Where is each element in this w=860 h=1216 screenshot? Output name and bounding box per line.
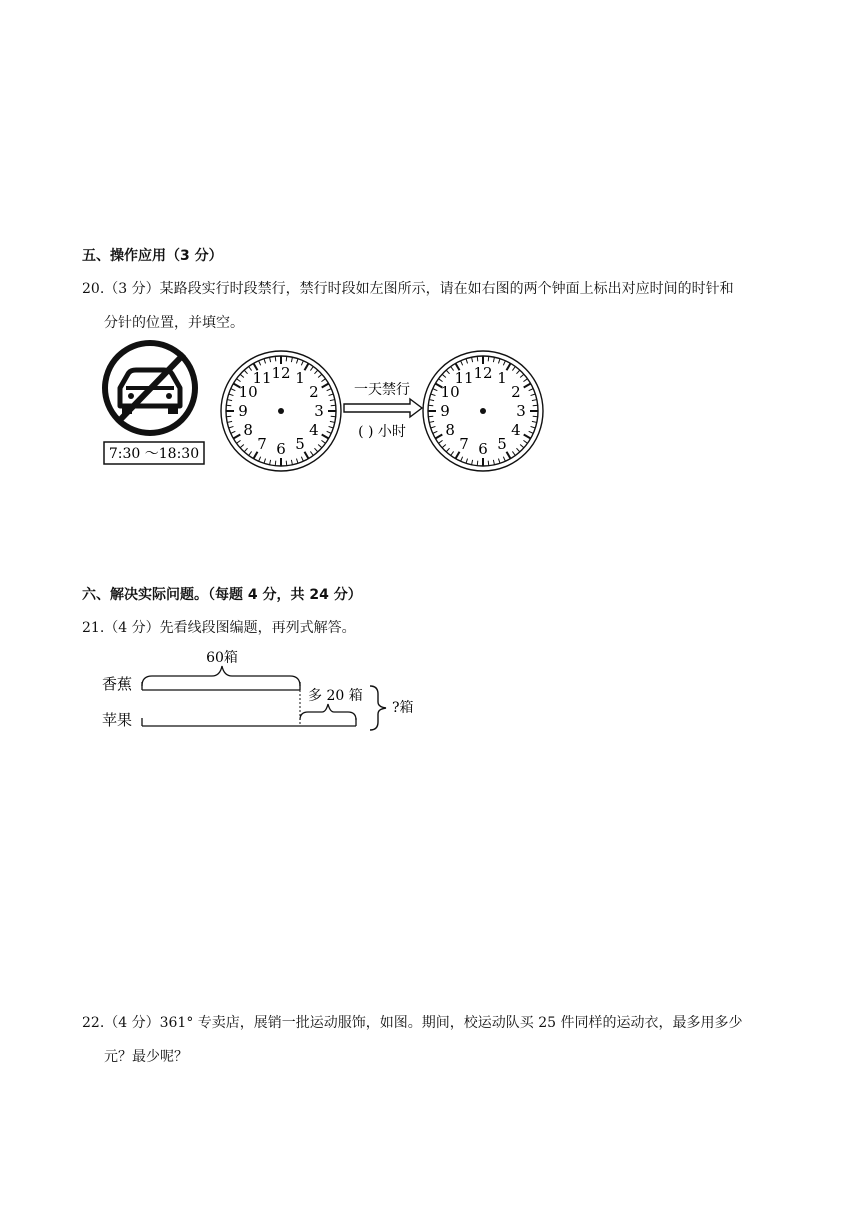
clock-tick (237, 379, 241, 382)
clock-tick (286, 461, 287, 466)
clock-tick (321, 379, 325, 382)
clock-tick (493, 460, 494, 465)
clock-tick (466, 359, 468, 364)
clock-tick (451, 451, 454, 455)
clock-tick (461, 457, 463, 462)
clock-tick (305, 363, 309, 370)
clock-tick (330, 400, 335, 401)
clock-tick (429, 421, 434, 422)
question-22-line-2: 元？最少呢？ (104, 1049, 188, 1065)
section-5-title: 五、操作应用（3 分） (82, 248, 223, 264)
clock-number: 5 (295, 434, 305, 453)
clock-tick (231, 431, 236, 433)
clock-number: 8 (243, 421, 253, 439)
clock-tick (301, 361, 303, 366)
clock-tick (321, 440, 325, 443)
clock-tick (446, 370, 449, 374)
clock-tick (227, 421, 232, 422)
clock-tick (259, 457, 261, 462)
clock-tick (524, 384, 531, 388)
clock-number: 7 (459, 434, 469, 453)
clock-tick (229, 394, 234, 396)
clock-number: 11 (252, 369, 272, 388)
clock-tick (314, 370, 317, 374)
clock-tick (524, 435, 531, 439)
clock-tick (466, 459, 468, 464)
clock-tick (472, 357, 473, 362)
clock-tick (428, 405, 433, 406)
clock-center-dot (480, 408, 486, 414)
clock-number: 6 (276, 440, 286, 458)
clock-tick (301, 457, 303, 462)
clock-tick (439, 440, 443, 443)
question-20-line-2: 分针的位置，并填空。 (104, 315, 244, 331)
clock-tick (327, 389, 332, 391)
total-boxes-label: ?箱 (392, 700, 414, 716)
clock-number: 2 (511, 383, 521, 401)
clock-tick (516, 370, 519, 374)
clock-tick (433, 389, 438, 391)
clock-tick (512, 451, 515, 455)
question-20-figure (96, 336, 556, 476)
clock-number: 4 (511, 421, 521, 439)
clock-tick (529, 389, 534, 391)
sixty-boxes-brace (142, 666, 300, 686)
clock-tick (533, 416, 538, 417)
question-22-line-1: 22.（4 分）361° 专卖店，展销一批运动服饰，如图。期间，校运动队买 25 件同样的运动衣，最多用多少 (82, 1015, 743, 1031)
clock-tick (305, 452, 309, 459)
clock-tick (296, 459, 298, 464)
clock-tick (493, 357, 494, 362)
clock-tick (327, 431, 332, 433)
clock-tick (331, 416, 336, 417)
clock-tick (231, 389, 236, 391)
clock-tick (498, 459, 500, 464)
clock-tick (330, 421, 335, 422)
clock-number: 4 (309, 421, 319, 439)
clock-number: 5 (497, 434, 507, 453)
clock-tick (503, 361, 505, 366)
clock-number: 1 (295, 369, 305, 388)
clock-number: 12 (271, 364, 291, 382)
no-car-sign-icon (105, 343, 195, 433)
clock-tick (507, 452, 511, 459)
clock-tick (442, 444, 446, 447)
clock-center-dot (278, 408, 284, 414)
clock-tick (461, 361, 463, 366)
clock-tick (477, 356, 478, 361)
clock-tick (329, 426, 334, 428)
clock-tick (512, 367, 515, 371)
clock-tick (310, 451, 313, 455)
clock-tick (275, 356, 276, 361)
clock-tick (249, 451, 252, 455)
clock-tick (431, 394, 436, 396)
clock-number: 3 (314, 402, 324, 420)
clock-number: 9 (440, 402, 450, 420)
clock-tick (477, 461, 478, 466)
clock-tick (275, 461, 276, 466)
clock-tick (529, 431, 534, 433)
clock-face-left[interactable] (221, 351, 341, 471)
clock-tick (431, 426, 436, 428)
clock-tick (244, 370, 247, 374)
clock-tick (237, 440, 241, 443)
clock-number: 2 (309, 383, 319, 401)
clock-tick (428, 416, 433, 417)
clock-tick (503, 457, 505, 462)
clock-number: 1 (497, 369, 507, 388)
clock-tick (516, 448, 519, 452)
twenty-more-label: 多 20 箱 (308, 688, 363, 704)
clock-tick (291, 357, 292, 362)
clock-tick (531, 426, 536, 428)
clock-tick (523, 440, 527, 443)
clock-tick (233, 435, 240, 439)
clock-tick (532, 421, 537, 422)
arrow-top-label: 一天禁行 (354, 382, 410, 398)
clock-tick (229, 426, 234, 428)
question-21-text: 21.（4 分）先看线段图编题，再列式解答。 (82, 620, 356, 636)
clock-number: 11 (454, 369, 474, 388)
clock-tick (318, 444, 322, 447)
clock-number: 3 (516, 402, 526, 420)
clock-tick (310, 367, 313, 371)
clock-number: 9 (238, 402, 248, 420)
clock-tick (498, 359, 500, 364)
sixty-boxes-label: 60箱 (206, 650, 238, 666)
clock-number: 6 (478, 440, 488, 458)
clock-tick (227, 400, 232, 401)
clock-tick (286, 356, 287, 361)
twenty-more-brace (300, 704, 356, 720)
clock-tick (507, 363, 511, 370)
clock-tick (488, 356, 489, 361)
clock-tick (270, 460, 271, 465)
clock-tick (429, 400, 434, 401)
clock-tick (270, 357, 271, 362)
clock-tick (331, 405, 336, 406)
clock-tick (240, 444, 244, 447)
question-20-line-1: 20.（3 分）某路段实行时段禁行，禁行时段如左图所示，请在如右图的两个钟面上标出对应时间的时针和 (82, 281, 734, 297)
clock-tick (442, 374, 446, 377)
clock-number: 7 (257, 434, 267, 453)
arrow-icon (344, 399, 422, 417)
clock-tick (226, 416, 231, 417)
clock-tick (329, 394, 334, 396)
clock-tick (439, 379, 443, 382)
clock-tick (318, 374, 322, 377)
clock-tick (520, 374, 524, 377)
total-brace (370, 686, 386, 730)
clock-tick (520, 444, 524, 447)
clock-tick (523, 379, 527, 382)
clock-number: 10 (238, 383, 258, 401)
clock-tick (451, 367, 454, 371)
clock-tick (249, 367, 252, 371)
clock-tick (532, 400, 537, 401)
clock-tick (433, 431, 438, 433)
clock-tick (314, 448, 317, 452)
apple-label: 苹果 (102, 711, 133, 729)
banana-label: 香蕉 (102, 675, 133, 693)
section-6-title: 六、解决实际问题。（每题 4 分，共 24 分） (82, 587, 362, 603)
clock-tick (472, 460, 473, 465)
clock-tick (244, 448, 247, 452)
clock-tick (322, 384, 329, 388)
clock-tick (435, 435, 442, 439)
clock-tick (488, 461, 489, 466)
clock-tick (240, 374, 244, 377)
clock-tick (446, 448, 449, 452)
clock-tick (264, 459, 266, 464)
clock-number: 10 (440, 383, 460, 401)
clock-number: 12 (473, 364, 493, 382)
clock-tick (226, 405, 231, 406)
clock-face-right[interactable] (423, 351, 543, 471)
clock-tick (264, 359, 266, 364)
clock-number: 8 (445, 421, 455, 439)
question-21-segment-diagram (96, 644, 436, 736)
clock-tick (533, 405, 538, 406)
clock-tick (296, 359, 298, 364)
time-range-text: 7:30 ～18:30 (108, 446, 200, 462)
clock-tick (322, 435, 329, 439)
clock-tick (291, 460, 292, 465)
clock-tick (531, 394, 536, 396)
clock-tick (259, 361, 261, 366)
hours-blank-label: ( ) 小时 (358, 424, 406, 440)
